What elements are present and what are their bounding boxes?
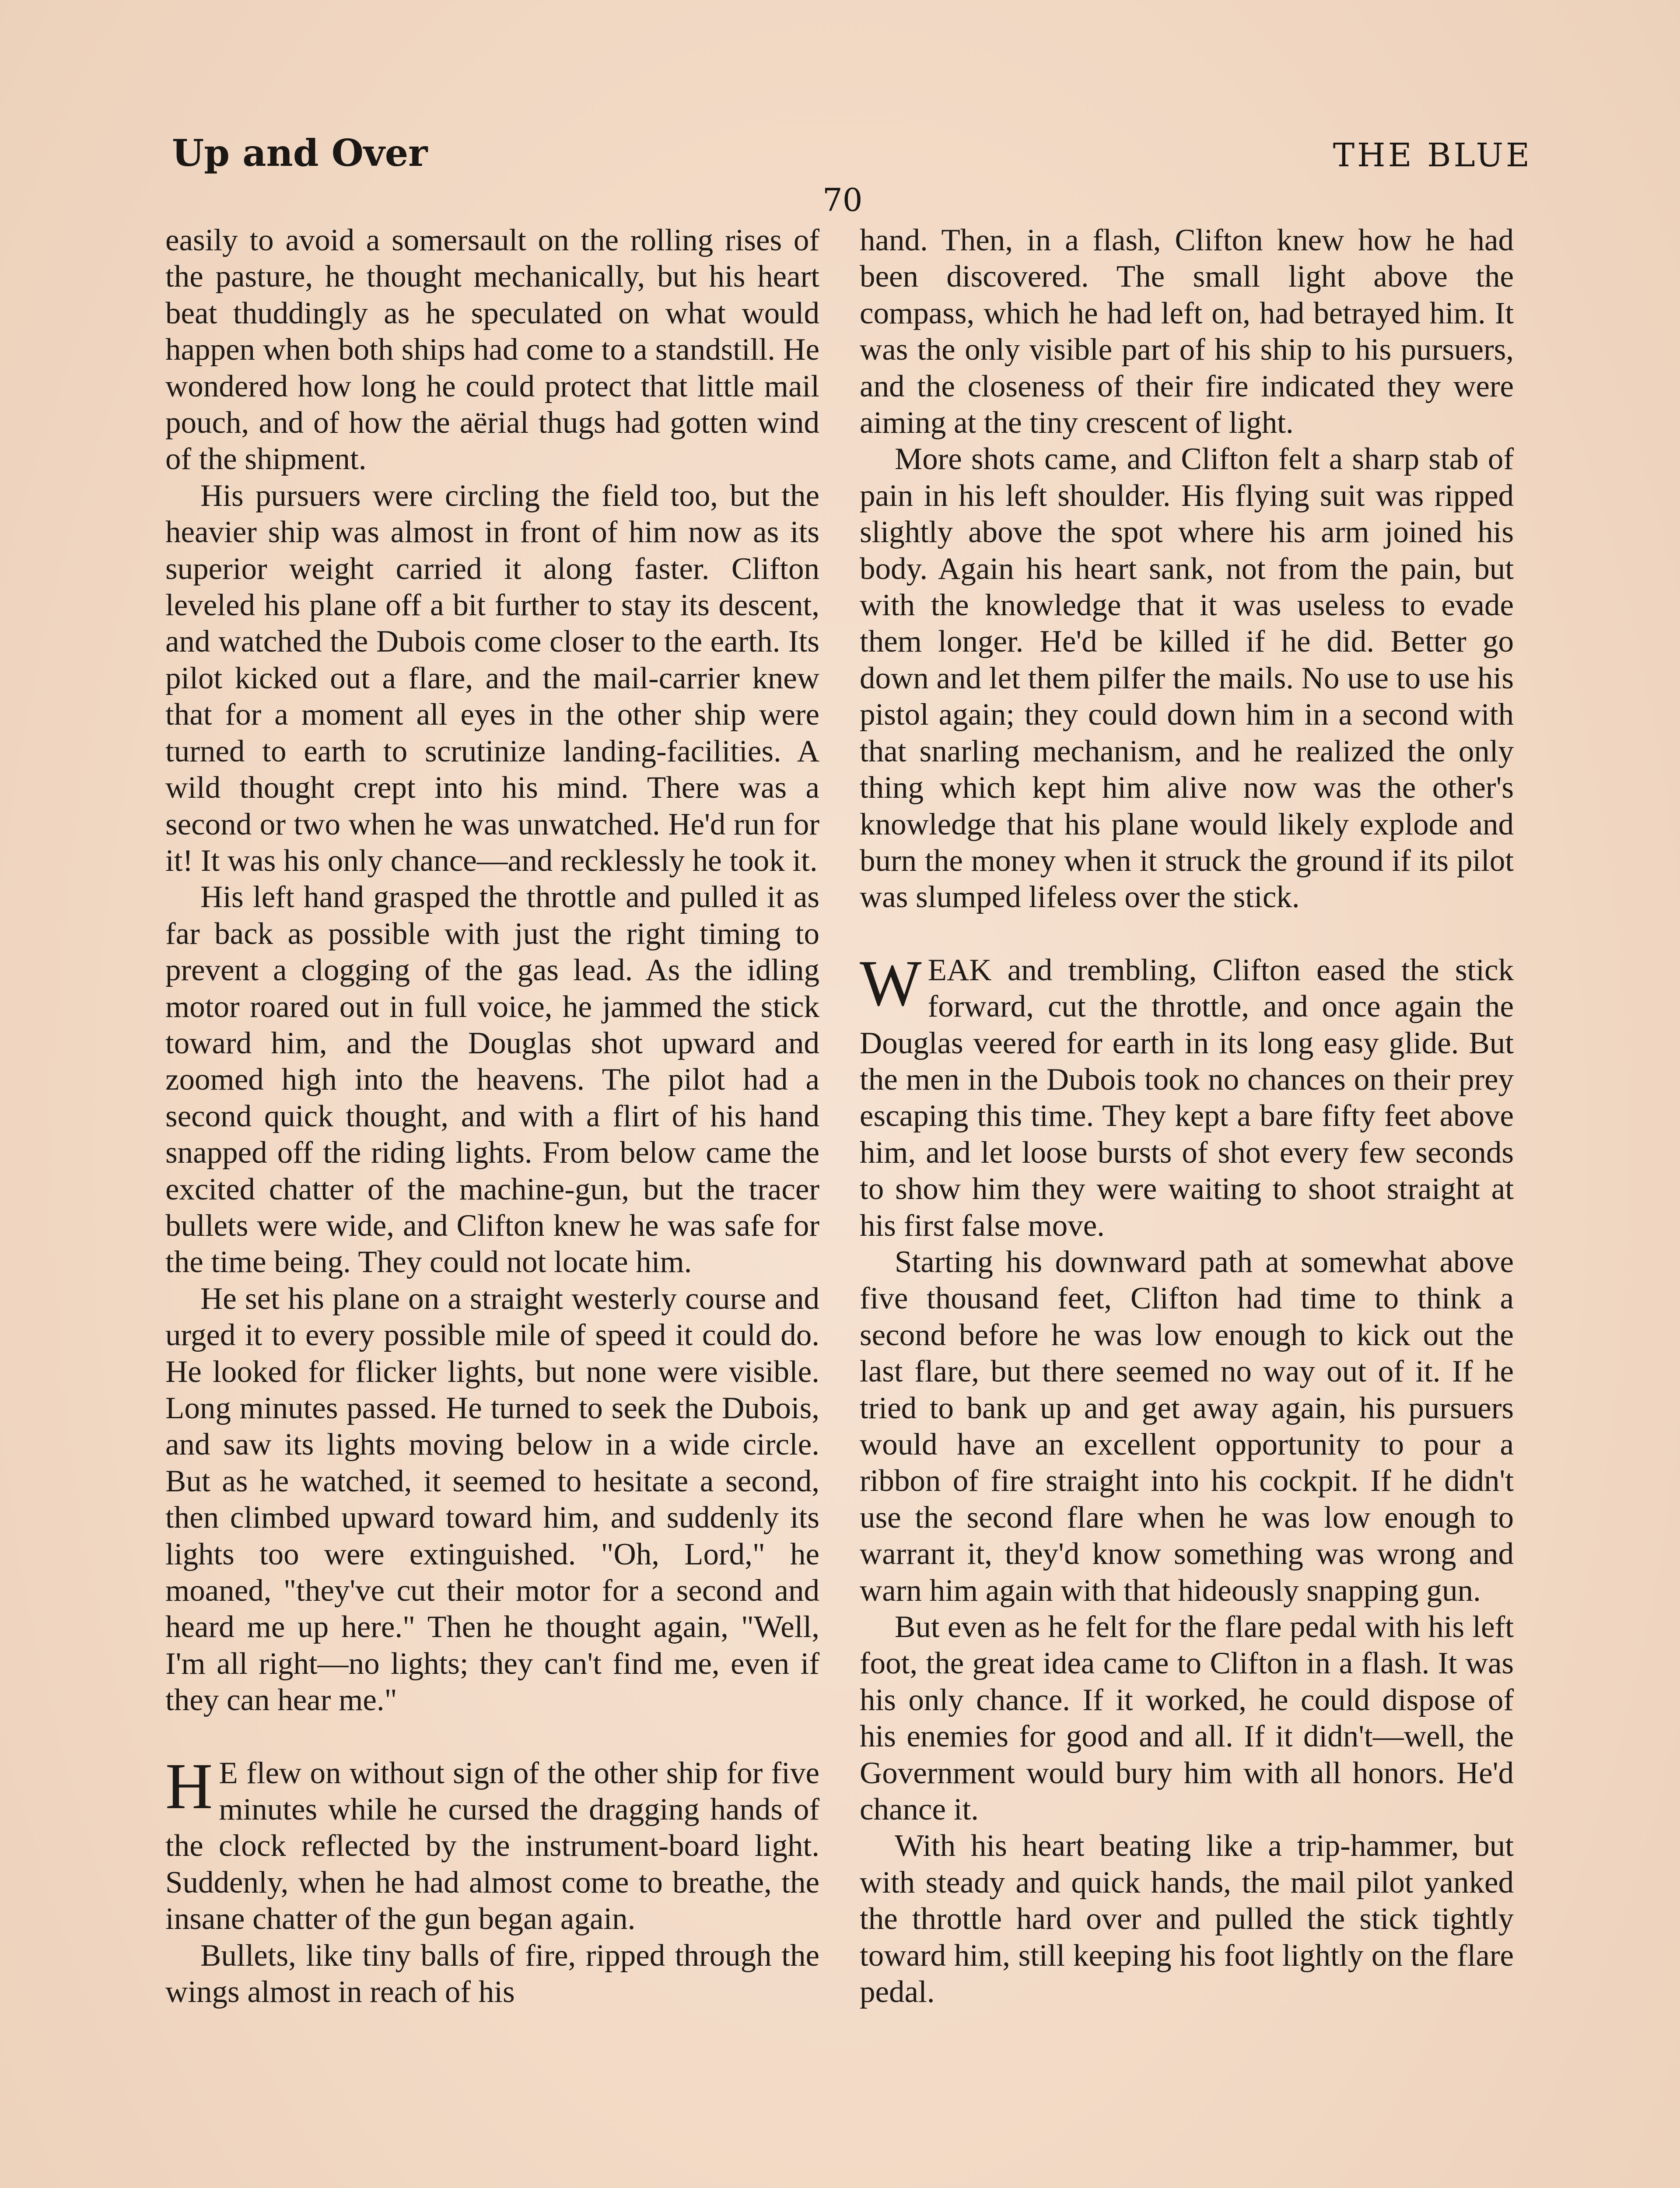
drop-cap: W: [860, 947, 922, 1020]
paragraph-dropcap: [860, 947, 1514, 1244]
paragraph-text: EAK and trembling, Clifton eased the stick forward, cut the throttle, and once again the Douglas veered for earth in its long easy glide. But the men in the Dubois took no chances on their prey escaping this time. They kept a bare fifty feet above him, and let loose bursts of shot every few seconds to show him they were waiting to shoot straight at his first false move.: [860, 953, 1514, 1243]
paragraph-dropcap: [165, 1750, 819, 1938]
paragraph: But even as he felt for the flare pedal with his left foot, the great idea came to Clifton in a flash. It was his only chance. If it worked, he could dispose of his enemies for good and all. If it didn't—well, the Government would bury him with all honors. He'd chance it.: [860, 1610, 1514, 1827]
paragraph: hand. Then, in a flash, Clifton knew how he had been discovered. The small light above the compass, which he had left on, had betrayed him. It was the only visible part of his ship to his pursuers, and the closeness of their fire indicated they were aiming at the tiny crescent of light.: [860, 223, 1514, 440]
paragraph-text: E flew on without sign of the other ship for five minutes while he cursed the dragging hands of the clock reflected by the instrument-board light. Suddenly, when he had almost come to breathe, the insane chatter of the gun began again.: [165, 1756, 819, 1936]
paragraph: Starting his downward path at somewhat above five thousand feet, Clifton had time to think a second before he was low enough to kick out the last flare, but there seemed no way out of it. If he tried to bank up and get away again, his pursuers would have an excellent opportunity to pour a ribbon of fire straight into his cockpit. If he didn't use the second flare when he was low enough to warrant it, they'd know something was wrong and warn him again with that hideously snapping gun.: [860, 1245, 1514, 1608]
drop-cap: H: [165, 1750, 213, 1823]
paragraph: He set his plane on a straight westerly course and urged it to every possible mile of speed it could do. He looked for flicker lights, but none were visible. Long minutes passed. He turned to seek the Dubois, and saw its lights moving below in a wide circle. But as he watched, it seemed to hesitate a second, then climbed upward toward him, and suddenly its lights too were extinguished. "Oh, Lord," he moaned, "they've cut their motor for a second and heard me up here." Then he thought again, "Well, I'm all right—no lights; they can't find me, even if they can hear me.": [165, 1281, 819, 1718]
paragraph: easily to avoid a somersault on the rolling rises of the pasture, he thought mechanically, but his heart beat thuddingly as he speculated on what would happen when both ships had come to a standstill. He wondered how long he could protect that little mail pouch, and of how the aërial thugs had gotten wind of the shipment.: [165, 223, 819, 477]
right-column: [860, 222, 1514, 2188]
left-column: [165, 222, 819, 2188]
paragraph: His left hand grasped the throttle and pulled it as far back as possible with just the right timing to prevent a clogging of the gas lead. As the idling motor roared out in full voice, he jammed the stick toward him, and the Douglas shot upward and zoomed high into the heavens. The pilot had a second quick thought, and with a flirt of his hand snapped off the riding lights. From below came the excited chatter of the machine-gun, but the tracer bullets were wide, and Clifton knew he was safe for the time being. They could not locate him.: [165, 880, 819, 1280]
magazine-name: THE BLUE: [1333, 137, 1532, 174]
paragraph: His pursuers were circling the field too, but the heavier ship was almost in front of him now as its superior weight carried it along faster. Clifton leveled his plane off a bit further to stay its descent, and watched the Dubois come closer to the earth. Its pilot kicked out a flare, and the mail-carrier knew that for a moment all eyes in the other ship were turned to earth to scrutinize landing-facilities. A wild thought crept into his mind. There was a second or two when he was unwatched. He'd run for it! It was his only chance—and recklessly he took it.: [165, 478, 819, 878]
page-number: 70: [822, 182, 863, 218]
running-title: Up and Over: [172, 131, 428, 175]
paragraph: With his heart beating like a trip-hammer, but with steady and quick hands, the mail pilot yanked the throttle hard over and pulled the stick tightly toward him, still keeping his foot lightly on the flare pedal.: [860, 1829, 1514, 2009]
paragraph: More shots came, and Clifton felt a sharp stab of pain in his left shoulder. His flying suit was ripped slightly above the spot where his arm joined his body. Again his heart sank, not from the pain, but with the knowledge that it was useless to evade them longer. He'd be killed if he did. Better go down and let them pilfer the mails. No use to use his pistol again; they could down him in a second with that snarling mechanism, and he realized the only thing which kept him alive now was the other's knowledge that his plane would likely explode and burn the money when it struck the ground if its pilot was slumped lifeless over the stick.: [860, 442, 1514, 915]
paragraph: Bullets, like tiny balls of fire, ripped through the wings almost in reach of his: [165, 1938, 819, 2009]
